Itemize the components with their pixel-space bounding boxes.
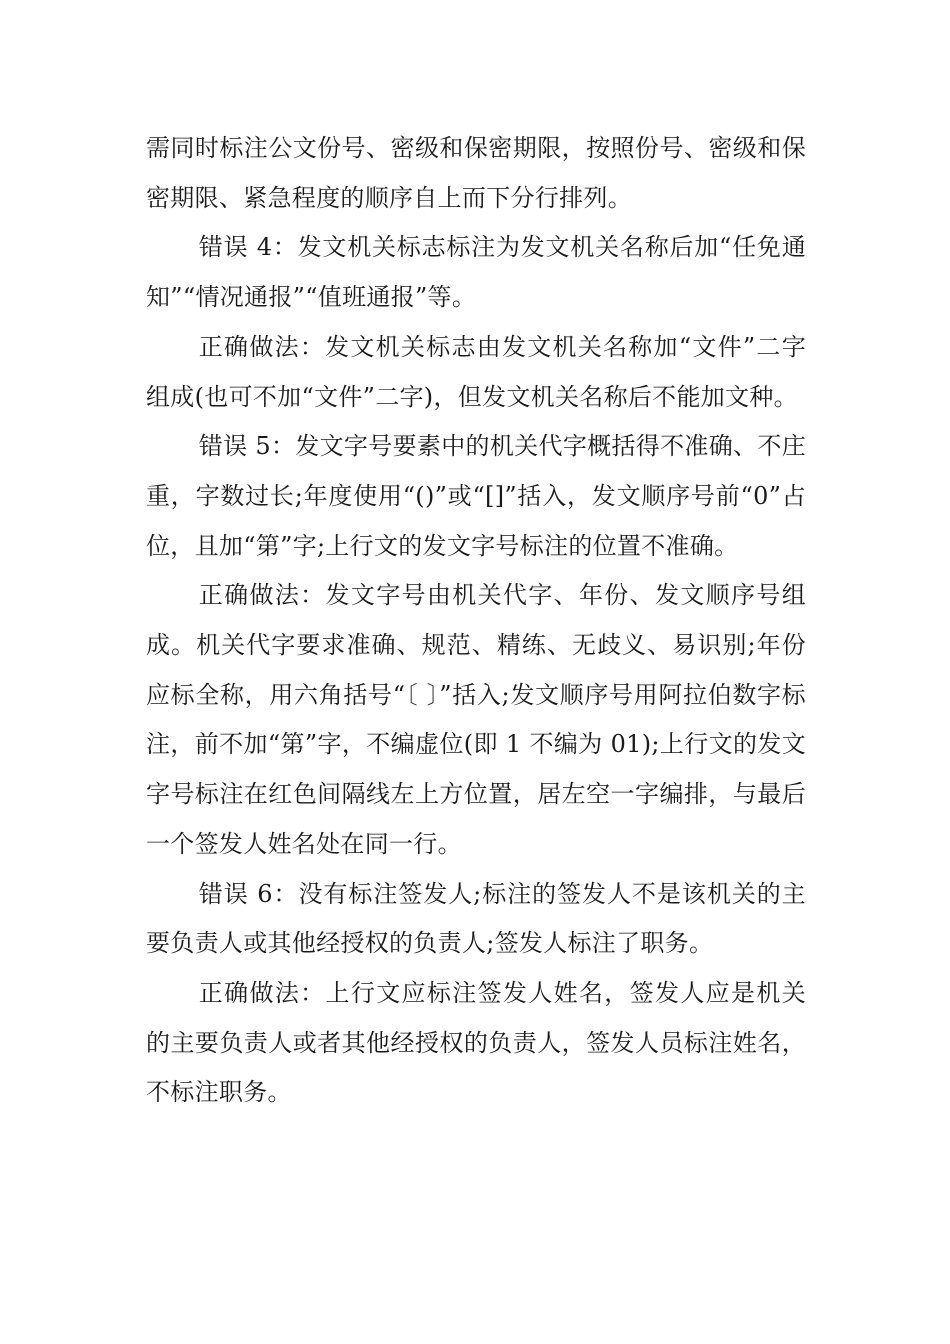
paragraph-correct-6: 正确做法：上行文应标注签发人姓名，签发人应是机关的主要负责人或者其他经授权的负责人，签发人员标注姓名，不标注职务。	[146, 978, 806, 1107]
paragraph-error-5: 错误 5：发文字号要素中的机关代字概括得不准确、不庄重，字数过长;年度使用“()”或“[]”括入，发文顺序号前“0”占位，且加“第”字;上行文的发文字号标注的位置不准确。	[146, 432, 806, 560]
paragraph-continuation: 需同时标注公文份号、密级和保密期限，按照份号、密级和保密期限、紧急程度的顺序自上而下分行排列。	[146, 134, 806, 212]
document-page	[146, 124, 806, 1118]
paragraph-error-4: 错误 4：发文机关标志标注为发文机关名称后加“任免通知”“情况通报”“值班通报”等。	[146, 233, 806, 312]
paragraph-correct-4: 正确做法：发文机关标志由发文机关名称加“文件”二字组成(也可不加“文件”二字)，但发文机关名称后不能加文种。	[146, 332, 806, 411]
paragraph-error-6: 错误 6：没有标注签发人;标注的签发人不是该机关的主要负责人或其他经授权的负责人;签发人标注了职务。	[146, 879, 806, 958]
paragraph-correct-5: 正确做法：发文字号由机关代字、年份、发文顺序号组成。机关代字要求准确、规范、精练、无歧义、易识别;年份应标全称，用六角括号“〔 〕”括入;发文顺序号用阿拉伯数字标注，前不加“第”字，不编虚位(即 1 不编为 01);上行文的发文字号标注在红色间隔线左上方位置，居左空一字编排，与最后一个签发人姓名处在同一行。	[146, 581, 806, 858]
